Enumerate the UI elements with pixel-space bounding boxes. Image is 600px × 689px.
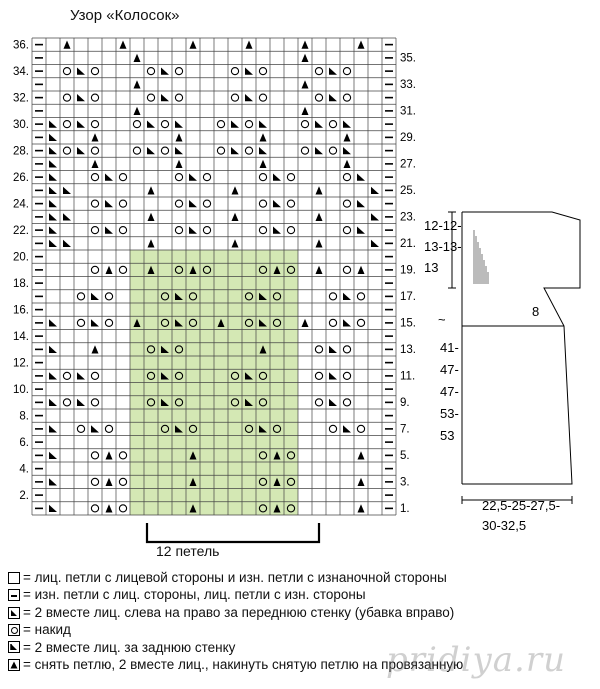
k2tog-tbl-symbol — [231, 121, 239, 128]
k2tog-tbl-symbol — [259, 147, 267, 154]
yarn-over-symbol — [315, 399, 322, 406]
yarn-over-symbol — [91, 147, 98, 154]
yarn-over-symbol — [91, 174, 98, 181]
double-decrease-symbol — [302, 319, 309, 327]
row-number-right: 35. — [400, 52, 416, 65]
row-number-right: 7. — [400, 423, 410, 436]
yarn-over-symbol — [133, 147, 140, 154]
yarn-over-symbol — [175, 94, 182, 101]
yarn-over-symbol — [147, 68, 154, 75]
yarn-over-symbol — [217, 147, 224, 154]
yarn-over-symbol — [315, 346, 322, 353]
k2tog-tbl-symbol — [77, 68, 85, 75]
yarn-over-symbol — [175, 227, 182, 234]
double-decrease-symbol — [190, 41, 197, 49]
yarn-over-symbol — [329, 293, 336, 300]
k2tog-tbl-symbol — [245, 68, 253, 75]
double-decrease-symbol — [316, 186, 323, 194]
legend-item — [8, 604, 463, 621]
k2tog-tbl-symbol — [49, 134, 57, 141]
yarn-over-symbol — [119, 174, 126, 181]
k2tog-tbl-symbol — [49, 372, 57, 379]
double-decrease-symbol — [344, 160, 351, 168]
k2tog-tbl-symbol — [189, 200, 197, 207]
yarn-over-symbol — [287, 200, 294, 207]
k2tog-tbl-symbol — [161, 94, 169, 101]
yarn-over-symbol — [91, 505, 98, 512]
yarn-over-symbol — [63, 68, 70, 75]
double-decrease-symbol — [232, 186, 239, 194]
yarn-over-symbol — [91, 68, 98, 75]
k2tog-tbl-symbol — [77, 372, 85, 379]
row-number-right: 33. — [400, 79, 416, 92]
double-decrease-symbol — [232, 239, 239, 247]
yarn-over-symbol — [91, 200, 98, 207]
k2tog-tbl-symbol — [259, 121, 267, 128]
yarn-over-symbol — [343, 399, 350, 406]
row-number-left: 6. — [19, 436, 29, 449]
yarn-over-symbol — [91, 372, 98, 379]
yarn-over-symbol — [343, 372, 350, 379]
legend-text: = изн. петли с лиц. стороны, лиц. петли с изн. стороны — [23, 587, 366, 603]
double-decrease-symbol — [134, 107, 141, 115]
k2tog-tbl-symbol — [105, 227, 113, 234]
double-decrease-symbol — [246, 41, 253, 49]
double-decrease-symbol — [358, 451, 365, 459]
yarn-over-symbol — [329, 319, 336, 326]
yarn-over-symbol — [301, 121, 308, 128]
k2tog-tbl-symbol — [91, 319, 99, 326]
top-measure-label: 13 — [424, 260, 439, 275]
double-decrease-symbol — [302, 54, 309, 62]
double-decrease-symbol — [148, 213, 155, 221]
k2tog-tbl-symbol — [357, 200, 365, 207]
top-measure-label: 13-13- — [424, 239, 462, 254]
legend-text: = 2 вместе лиц. слева на право за переднюю стенку (убавка вправо) — [23, 604, 455, 620]
k2tog-tbl-symbol — [329, 94, 337, 101]
yarn-over-symbol — [91, 121, 98, 128]
k2tog-tbl-symbol — [49, 425, 57, 432]
row-number-left: 12. — [13, 357, 29, 370]
length-measure-label: 53- — [440, 406, 459, 421]
right-triangle-icon — [8, 607, 20, 619]
yarn-over-symbol — [63, 147, 70, 154]
k2tog-tbl-symbol — [49, 399, 57, 406]
k2tog-tbl-symbol — [357, 227, 365, 234]
yarn-over-symbol — [357, 425, 364, 432]
k2tog-tbl-symbol — [175, 121, 183, 128]
double-decrease-symbol — [106, 451, 113, 459]
row-number-left: 36. — [13, 39, 29, 52]
k2tog-tbl-symbol — [63, 213, 71, 220]
k2tog-tbl-symbol — [315, 147, 323, 154]
yarn-over-symbol — [119, 200, 126, 207]
row-number-left: 4. — [19, 463, 29, 476]
k2tog-tbl-symbol — [147, 147, 155, 154]
k2tog-tbl-symbol — [329, 372, 337, 379]
double-decrease-symbol — [316, 266, 323, 274]
double-decrease-symbol — [106, 266, 113, 274]
yarn-over-symbol — [343, 266, 350, 273]
yarn-over-symbol — [105, 293, 112, 300]
yarn-over-symbol — [259, 94, 266, 101]
yarn-over-symbol — [329, 425, 336, 432]
row-number-right: 5. — [400, 450, 410, 463]
yarn-over-symbol — [315, 68, 322, 75]
double-decrease-symbol — [302, 107, 309, 115]
legend-text: = снять петлю, 2 вместе лиц., накинуть снятую петлю на провязанную — [23, 657, 464, 673]
row-number-right: 21. — [400, 238, 416, 251]
yarn-over-symbol — [119, 266, 126, 273]
row-number-left: 8. — [19, 410, 29, 423]
yarn-over-symbol — [287, 227, 294, 234]
k2tog-tbl-symbol — [91, 293, 99, 300]
k2tog-tbl-symbol — [49, 187, 57, 194]
k2tog-tbl-symbol — [273, 200, 281, 207]
k2tog-tbl-symbol — [343, 319, 351, 326]
double-decrease-symbol — [232, 213, 239, 221]
yarn-over-symbol — [245, 147, 252, 154]
k2tog-tbl-symbol — [49, 478, 57, 485]
row-number-left: 30. — [13, 118, 29, 131]
k2tog-tbl-symbol — [371, 187, 379, 194]
k2tog-tbl-symbol — [343, 121, 351, 128]
row-number-right: 27. — [400, 158, 416, 171]
row-number-left: 20. — [13, 251, 29, 264]
k2tog-tbl-symbol — [49, 147, 57, 154]
k2tog-tbl-symbol — [315, 121, 323, 128]
row-number-left: 28. — [13, 145, 29, 158]
k2tog-tbl-symbol — [231, 147, 239, 154]
top-measure-label: 12-12- — [424, 218, 462, 233]
row-number-right: 9. — [400, 397, 410, 410]
watermark: pridiya.ru — [386, 640, 566, 680]
double-decrease-symbol — [176, 160, 183, 168]
row-number-right: 13. — [400, 344, 416, 357]
center-triangle-icon — [8, 659, 20, 671]
row-number-right: 29. — [400, 132, 416, 145]
k2tog-tbl-symbol — [273, 174, 281, 181]
yarn-over-symbol — [217, 121, 224, 128]
double-decrease-symbol — [64, 41, 71, 49]
yarn-over-symbol — [91, 478, 98, 485]
yarn-over-symbol — [203, 227, 210, 234]
left-triangle-icon — [8, 641, 20, 653]
dash-cell-icon — [8, 589, 20, 601]
row-number-left: 14. — [13, 330, 29, 343]
double-decrease-symbol — [358, 504, 365, 512]
k2tog-tbl-symbol — [371, 213, 379, 220]
double-decrease-symbol — [260, 133, 267, 141]
yarn-over-symbol — [175, 68, 182, 75]
yarn-over-symbol — [287, 174, 294, 181]
double-decrease-symbol — [260, 160, 267, 168]
double-decrease-symbol — [302, 41, 309, 49]
length-measure-label: 47- — [440, 362, 459, 377]
double-decrease-symbol — [92, 345, 99, 353]
row-number-left: 24. — [13, 198, 29, 211]
yarn-over-symbol — [119, 452, 126, 459]
tilde-label: ~ — [438, 312, 446, 327]
yarn-over-symbol — [91, 94, 98, 101]
k2tog-tbl-symbol — [105, 200, 113, 207]
k2tog-tbl-symbol — [49, 505, 57, 512]
k2tog-tbl-symbol — [77, 121, 85, 128]
double-decrease-symbol — [120, 41, 127, 49]
yarn-over-symbol — [133, 121, 140, 128]
double-decrease-symbol — [316, 239, 323, 247]
k2tog-tbl-symbol — [77, 94, 85, 101]
length-measure-label: 47- — [440, 384, 459, 399]
k2tog-tbl-symbol — [343, 147, 351, 154]
row-number-left: 2. — [19, 489, 29, 502]
k2tog-tbl-symbol — [189, 174, 197, 181]
k2tog-tbl-symbol — [49, 160, 57, 167]
row-number-right: 15. — [400, 317, 416, 330]
yarn-over-symbol — [259, 200, 266, 207]
yarn-over-symbol — [91, 399, 98, 406]
k2tog-tbl-symbol — [49, 346, 57, 353]
length-measure-label: 53 — [440, 428, 455, 443]
row-number-left: 10. — [13, 383, 29, 396]
k2tog-tbl-symbol — [357, 174, 365, 181]
width-measure-label: 22,5-25-27,5- — [482, 498, 561, 513]
yarn-over-symbol — [301, 147, 308, 154]
k2tog-tbl-symbol — [49, 174, 57, 181]
k2tog-tbl-symbol — [273, 227, 281, 234]
k2tog-tbl-symbol — [49, 240, 57, 247]
double-decrease-symbol — [148, 239, 155, 247]
double-decrease-symbol — [106, 504, 113, 512]
yarn-over-symbol — [175, 174, 182, 181]
double-decrease-symbol — [106, 478, 113, 486]
double-decrease-symbol — [344, 133, 351, 141]
yarn-over-symbol — [259, 174, 266, 181]
k2tog-tbl-symbol — [371, 240, 379, 247]
double-decrease-symbol — [148, 186, 155, 194]
yarn-over-symbol — [231, 68, 238, 75]
yarn-over-symbol — [329, 121, 336, 128]
yarn-over-symbol — [259, 227, 266, 234]
yarn-over-symbol — [77, 293, 84, 300]
yarn-over-symbol — [343, 94, 350, 101]
double-decrease-symbol — [358, 478, 365, 486]
yarn-over-symbol — [315, 372, 322, 379]
row-number-right: 1. — [400, 503, 410, 516]
legend-text: = 2 вместе лиц. за заднюю стенку — [23, 639, 236, 655]
k2tog-tbl-symbol — [49, 319, 57, 326]
yarn-over-symbol — [357, 293, 364, 300]
repeat-label: 12 петель — [156, 543, 220, 559]
row-number-right: 17. — [400, 291, 416, 304]
double-decrease-symbol — [176, 133, 183, 141]
k2tog-tbl-symbol — [77, 147, 85, 154]
yarn-over-symbol — [63, 372, 70, 379]
yarn-over-symbol — [259, 68, 266, 75]
yarn-over-symbol — [175, 200, 182, 207]
double-decrease-symbol — [358, 41, 365, 49]
k2tog-tbl-symbol — [329, 399, 337, 406]
yarn-over-symbol — [315, 94, 322, 101]
double-decrease-symbol — [316, 213, 323, 221]
yarn-over-symbol — [329, 147, 336, 154]
yarn-over-symbol — [119, 478, 126, 485]
shoulder-measure-label: 8 — [532, 304, 540, 319]
yarn-over-symbol — [105, 319, 112, 326]
k2tog-tbl-symbol — [91, 425, 99, 432]
yarn-over-symbol — [147, 94, 154, 101]
legend-text: = накид — [23, 622, 71, 638]
legend-item — [8, 621, 463, 638]
row-number-left: 32. — [13, 92, 29, 105]
row-number-right: 19. — [400, 264, 416, 277]
k2tog-tbl-symbol — [147, 121, 155, 128]
double-decrease-symbol — [92, 133, 99, 141]
legend-text: = лиц. петли с лицевой стороны и изн. петли с изнаночной стороны — [23, 570, 447, 585]
row-number-left: 22. — [13, 224, 29, 237]
yarn-over-symbol — [91, 266, 98, 273]
row-number-left: 16. — [13, 304, 29, 317]
k2tog-tbl-symbol — [329, 68, 337, 75]
k2tog-tbl-symbol — [161, 68, 169, 75]
yarn-over-symbol — [161, 147, 168, 154]
yarn-over-symbol — [63, 94, 70, 101]
yarn-over-symbol — [343, 200, 350, 207]
k2tog-tbl-symbol — [49, 213, 57, 220]
yarn-over-symbol — [343, 68, 350, 75]
k2tog-tbl-symbol — [49, 227, 57, 234]
row-number-left: 34. — [13, 65, 29, 78]
yarn-over-symbol — [105, 425, 112, 432]
double-decrease-symbol — [358, 266, 365, 274]
k2tog-tbl-symbol — [63, 240, 71, 247]
yarn-over-symbol — [119, 227, 126, 234]
yarn-over-symbol — [63, 399, 70, 406]
yarn-over-symbol — [343, 227, 350, 234]
double-decrease-symbol — [302, 80, 309, 88]
k2tog-tbl-symbol — [189, 227, 197, 234]
length-measure-label: 41- — [440, 340, 459, 355]
row-number-right: 11. — [400, 370, 416, 383]
pattern-title: Узор «Колосок» — [70, 7, 180, 24]
k2tog-tbl-symbol — [245, 94, 253, 101]
yarn-over-symbol — [91, 227, 98, 234]
legend-item — [8, 586, 463, 603]
k2tog-tbl-symbol — [175, 147, 183, 154]
k2tog-tbl-symbol — [49, 452, 57, 459]
yarn-over-symbol — [203, 200, 210, 207]
yarn-over-symbol — [357, 319, 364, 326]
k2tog-tbl-symbol — [49, 121, 57, 128]
double-decrease-symbol — [134, 54, 141, 62]
yarn-over-symbol — [119, 505, 126, 512]
yarn-over-symbol — [343, 174, 350, 181]
row-number-right: 3. — [400, 476, 410, 489]
empty-cell-icon — [8, 572, 20, 584]
yarn-over-symbol — [77, 319, 84, 326]
k2tog-tbl-symbol — [49, 200, 57, 207]
k2tog-tbl-symbol — [343, 293, 351, 300]
legend-item — [8, 569, 463, 586]
repeat-bracket — [147, 523, 319, 542]
yarn-over-symbol — [161, 121, 168, 128]
k2tog-tbl-symbol — [63, 187, 71, 194]
row-number-right: 23. — [400, 211, 416, 224]
circle-icon — [8, 624, 20, 636]
yarn-over-symbol — [343, 346, 350, 353]
double-decrease-symbol — [134, 80, 141, 88]
k2tog-tbl-symbol — [77, 399, 85, 406]
k2tog-tbl-symbol — [105, 174, 113, 181]
width-measure-label: 30-32,5 — [482, 518, 527, 533]
yarn-over-symbol — [203, 174, 210, 181]
yarn-over-symbol — [77, 425, 84, 432]
yarn-over-symbol — [231, 94, 238, 101]
row-number-left: 18. — [13, 277, 29, 290]
k2tog-tbl-symbol — [343, 425, 351, 432]
row-number-left: 26. — [13, 171, 29, 184]
yarn-over-symbol — [63, 121, 70, 128]
row-number-right: 25. — [400, 185, 416, 198]
double-decrease-symbol — [92, 160, 99, 168]
yarn-over-symbol — [91, 452, 98, 459]
k2tog-tbl-symbol — [329, 346, 337, 353]
row-number-right: 31. — [400, 105, 416, 118]
yarn-over-symbol — [245, 121, 252, 128]
